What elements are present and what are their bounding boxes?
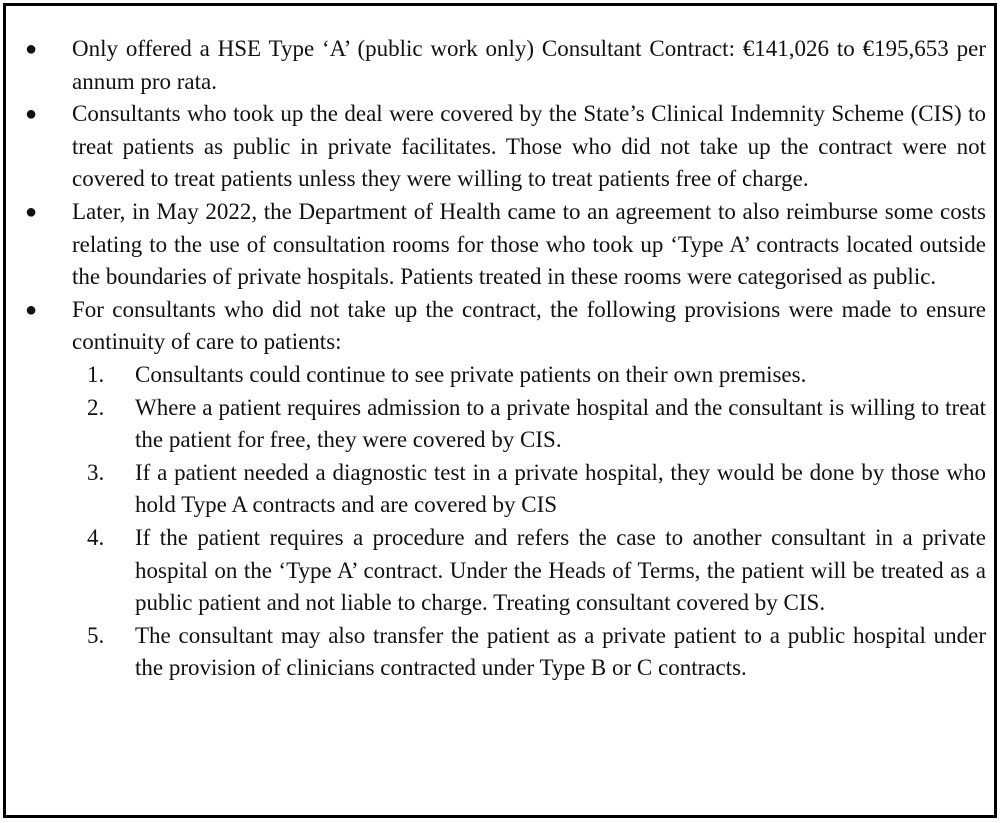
provision-item — [69, 522, 986, 620]
provision-number: 3. — [87, 459, 105, 485]
bullet-text: Later, in May 2022, the Department of Health came to an agreement to also reimburse some costs relating to the use of consultation rooms for those who took up ‘Type A’ contracts located outside the boundaries of private hospitals. Patients treated in these rooms were categorised as public. — [72, 198, 986, 290]
provision-text: If a patient needed a diagnostic test in a private hospital, they would be done by those who hold Type A contracts and are covered by CIS — [135, 459, 986, 518]
provision-number: 5. — [87, 622, 105, 648]
document-body — [24, 33, 986, 685]
bullet-item — [24, 196, 986, 294]
bullet-item — [24, 294, 986, 685]
bullet-item — [24, 33, 986, 98]
bullet-text: Consultants who took up the deal were covered by the State’s Clinical Indemnity Scheme (CIS) to treat patients as public in private facilitates. Those who did not take up the contract were not covered to treat patients unless they were willing to treat patients free of charge. — [72, 101, 986, 192]
provision-item — [69, 392, 986, 457]
provisions-list — [72, 359, 986, 685]
bullet-text: For consultants who did not take up the contract, the following provisions were made to ensure continuity of care to patients: — [72, 296, 986, 355]
bullet-icon: ● — [24, 298, 38, 321]
provision-text: If the patient requires a procedure and refers the case to another consultant in a private hospital on the ‘Type A’ contract. Under the Heads of Terms, the patient will be treated as a public patient and not liable to charge. Treating consultant covered by CIS. — [135, 524, 986, 616]
provision-item — [69, 359, 986, 392]
provision-text: The consultant may also transfer the patient as a private patient to a public hospital under the provision of clinicians contracted under Type B or C contracts. — [135, 622, 986, 681]
provision-text: Consultants could continue to see private patients on their own premises. — [135, 361, 807, 387]
provision-item — [69, 457, 986, 522]
document-box — [3, 3, 997, 818]
bullet-list — [24, 33, 986, 685]
provision-text: Where a patient requires admission to a private hospital and the consultant is willing to treat the patient for free, they were covered by CIS. — [135, 394, 986, 453]
bullet-item — [24, 98, 986, 196]
provision-number: 1. — [87, 361, 105, 387]
bullet-icon: ● — [24, 38, 38, 60]
provision-number: 4. — [87, 524, 105, 550]
bullet-icon: ● — [24, 103, 38, 126]
provision-item — [69, 620, 986, 685]
bullet-text: Only offered a HSE Type ‘A’ (public work only) Consultant Contract: €141,026 to €195,653 per annum pro rata. — [72, 36, 986, 94]
provision-number: 2. — [87, 394, 105, 420]
bullet-icon: ● — [24, 200, 38, 223]
